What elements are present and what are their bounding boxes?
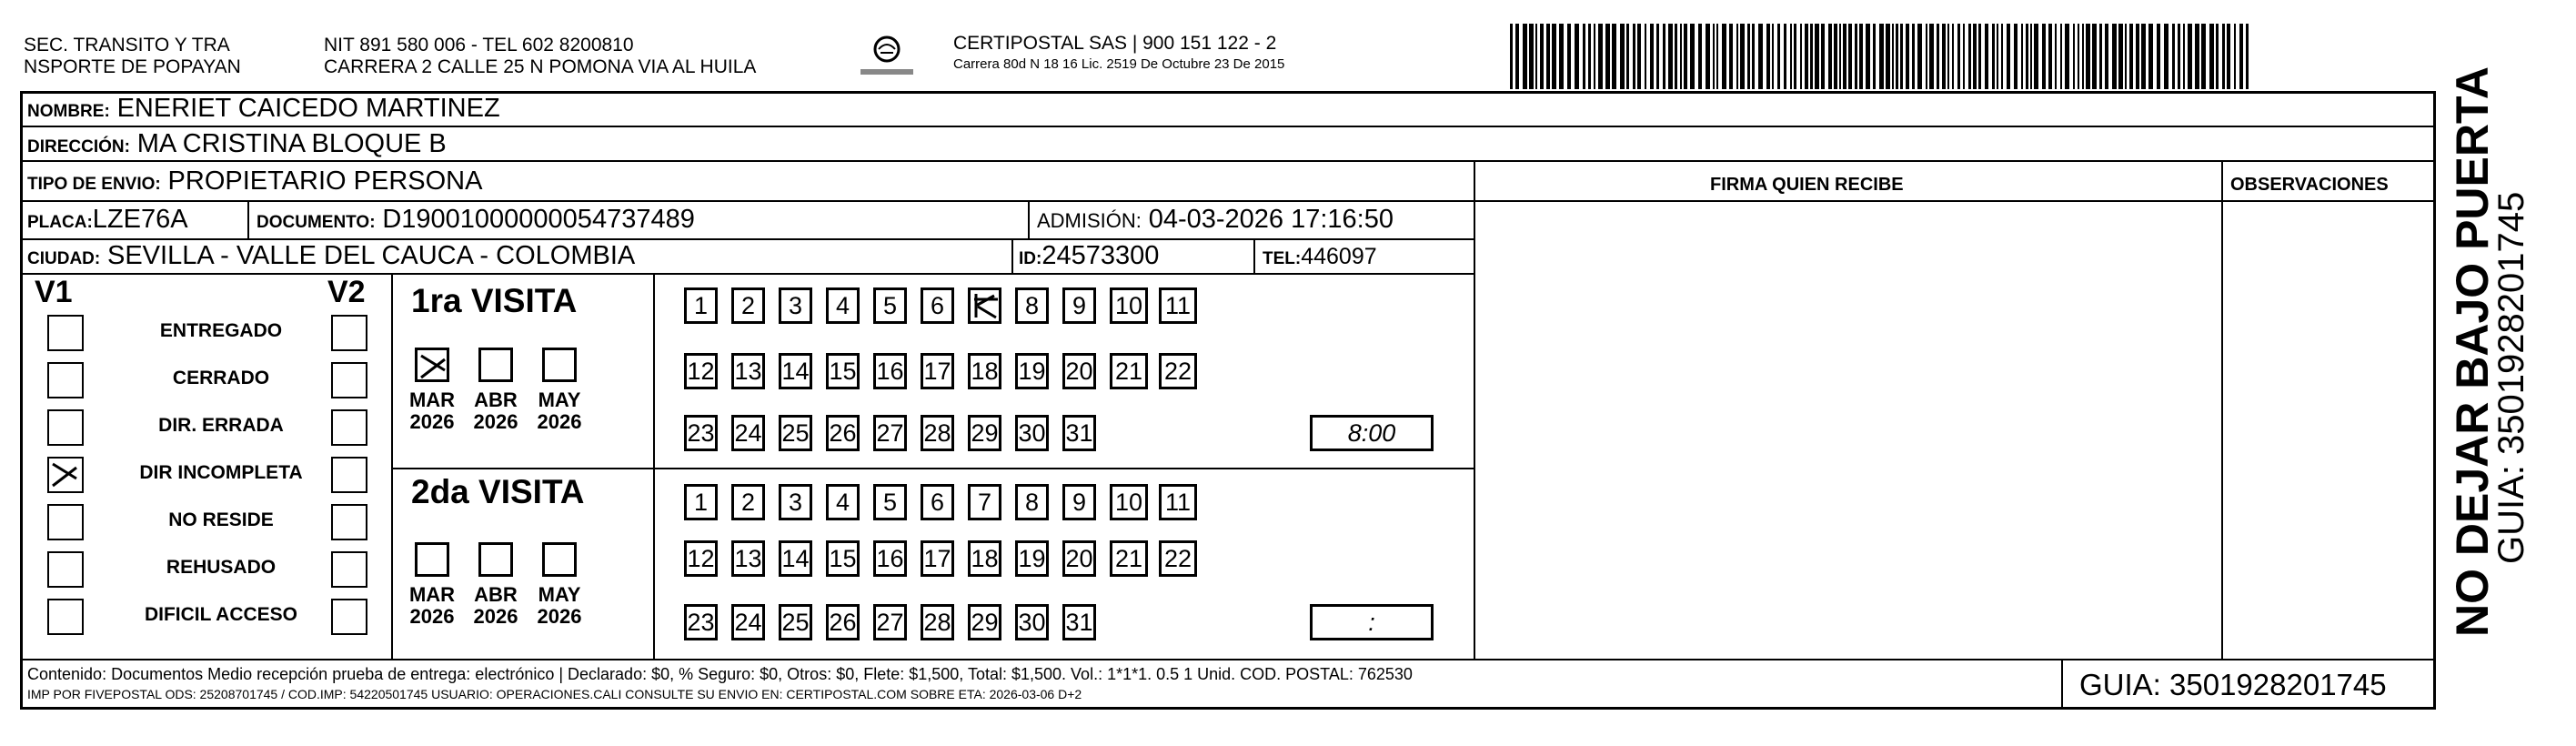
documento-value: D19001000000054737489 <box>382 205 695 234</box>
v1-checkbox[interactable] <box>47 551 84 588</box>
second-day-box[interactable]: 9 <box>1062 484 1096 520</box>
first-day-box[interactable]: 30 <box>1015 415 1049 451</box>
second-day-box[interactable]: 10 <box>1110 484 1148 520</box>
first-day-box[interactable]: 25 <box>779 415 812 451</box>
second-day-box[interactable]: 3 <box>779 484 812 520</box>
first-day-box[interactable]: 18 <box>968 353 1001 389</box>
id-value: 24573300 <box>1041 241 1160 270</box>
side-warning: NO DEJAR BAJO PUERTA <box>2447 66 2498 637</box>
second-day-box[interactable]: 19 <box>1015 540 1049 577</box>
tel-cell <box>1263 240 1377 275</box>
second-day-box[interactable]: 28 <box>921 604 954 640</box>
v2-checkbox[interactable] <box>331 409 367 446</box>
v1-checkbox[interactable] <box>47 599 84 635</box>
v1-checkbox[interactable] <box>47 504 84 540</box>
first-day-box[interactable]: 8 <box>1015 287 1049 324</box>
second-day-box[interactable]: 13 <box>731 540 765 577</box>
first-day-box[interactable]: 23 <box>684 415 718 451</box>
direccion-label: DIRECCIÓN: <box>27 137 130 156</box>
second-day-box[interactable]: 11 <box>1159 484 1197 520</box>
second-month-checkbox[interactable] <box>415 542 449 577</box>
v2-checkbox[interactable] <box>331 504 367 540</box>
status-label: DIFICIL ACCESO <box>144 604 297 625</box>
first-month-label: ABR 2026 <box>473 388 518 433</box>
company-logo <box>853 33 921 82</box>
tel-value: 446097 <box>1301 244 1377 269</box>
v2-checkbox[interactable] <box>331 599 367 635</box>
first-month-checkbox[interactable] <box>415 348 449 382</box>
nombre-value: ENERIET CAICEDO MARTINEZ <box>116 94 500 123</box>
footer-line1: Contenido: Documentos Medio recepción prueba de entrega: electrónico | Declarado: $0, % Seguro: $0, Otros: $0, Flete: $1,500, Total: $1,500. Vol.: 1*1*1. 0.5 1 Unid. COD. POSTAL: 762530 <box>27 665 1413 683</box>
second-day-box[interactable]: 6 <box>921 484 954 520</box>
v1-label: V1 <box>35 275 73 309</box>
license-line: Carrera 80d N 18 16 Lic. 2519 De Octubre 23 De 2015 <box>953 56 1285 72</box>
first-month-label: MAY 2026 <box>537 388 582 433</box>
first-day-box[interactable]: 27 <box>873 415 907 451</box>
second-day-box[interactable]: 26 <box>826 604 860 640</box>
second-month-label: MAY 2026 <box>537 583 582 628</box>
second-day-box[interactable]: 24 <box>731 604 765 640</box>
tel-label: TEL: <box>1263 249 1302 268</box>
v2-label: V2 <box>327 275 366 309</box>
nit-block <box>324 35 756 78</box>
second-day-box[interactable]: 27 <box>873 604 907 640</box>
first-day-box[interactable]: 28 <box>921 415 954 451</box>
id-label: ID: <box>1019 249 1042 268</box>
first-day-box[interactable]: 1 <box>684 287 718 324</box>
v2-checkbox[interactable] <box>331 551 367 588</box>
placa-cell <box>27 204 188 238</box>
first-day-box[interactable]: 26 <box>826 415 860 451</box>
company-block <box>953 33 1284 75</box>
first-day-box[interactable]: 12 <box>684 353 718 389</box>
first-day-box[interactable]: 9 <box>1062 287 1096 324</box>
second-day-box[interactable]: 17 <box>921 540 954 577</box>
ciudad-value: SEVILLA - VALLE DEL CAUCA - COLOMBIA <box>107 241 636 270</box>
second-month-checkbox[interactable] <box>542 542 577 577</box>
second-day-box[interactable]: 16 <box>873 540 907 577</box>
second-day-box[interactable]: 8 <box>1015 484 1049 520</box>
first-visit-title: 1ra VISITA <box>411 282 578 319</box>
second-day-box[interactable]: 20 <box>1062 540 1096 577</box>
first-day-box[interactable]: 14 <box>779 353 812 389</box>
second-day-box[interactable]: 21 <box>1110 540 1148 577</box>
placa-value: LZE76A <box>92 205 188 234</box>
v2-checkbox[interactable] <box>331 457 367 493</box>
nit-line: NIT 891 580 006 - TEL 602 8200810 <box>324 35 634 55</box>
admision-label: ADMISIÓN: <box>1037 209 1142 232</box>
placa-label: PLACA: <box>27 213 93 232</box>
second-day-box[interactable]: 29 <box>968 604 1001 640</box>
second-month-label: MAR 2026 <box>408 583 456 628</box>
first-day-box[interactable]: 31 <box>1062 415 1096 451</box>
first-day-box[interactable]: 13 <box>731 353 765 389</box>
second-day-box[interactable]: 14 <box>779 540 812 577</box>
first-day-box[interactable]: 17 <box>921 353 954 389</box>
ciudad-label: CIUDAD: <box>27 249 101 268</box>
direccion-value: MA CRISTINA BLOQUE B <box>136 129 447 158</box>
first-day-box[interactable] <box>968 287 1001 324</box>
second-day-box[interactable]: 7 <box>968 484 1001 520</box>
footer-line2: IMP POR FIVEPOSTAL ODS: 25208701745 / COD.IMP: 54220501745 USUARIO: OPERACIONES.CALI CONSULTE SU ENVIO EN: CERTIPOSTAL.COM SOBRE ETA: 2026-03-06 D+2 <box>27 687 1082 701</box>
status-label: REHUSADO <box>166 557 277 578</box>
sender-line2: NSPORTE DE POPAYAN <box>24 56 241 77</box>
direccion-row <box>27 128 447 163</box>
side-guia: GUIA: 3501928201745 <box>2491 191 2531 564</box>
first-month-checkbox[interactable] <box>542 348 577 382</box>
first-day-box[interactable]: 29 <box>968 415 1001 451</box>
firma-label: FIRMA QUIEN RECIBE <box>1710 175 1904 195</box>
first-month-label: MAR 2026 <box>408 388 456 433</box>
second-day-box[interactable]: 15 <box>826 540 860 577</box>
second-time-box[interactable]: : <box>1310 604 1434 640</box>
first-day-box[interactable]: 4 <box>826 287 860 324</box>
second-day-box[interactable]: 31 <box>1062 604 1096 640</box>
first-day-box[interactable]: 6 <box>921 287 954 324</box>
second-day-box[interactable]: 30 <box>1015 604 1049 640</box>
first-day-box[interactable]: 21 <box>1110 353 1148 389</box>
ciudad-cell <box>27 240 635 275</box>
second-month-checkbox[interactable] <box>478 542 513 577</box>
footer-content <box>27 664 1413 704</box>
tipo-row <box>27 166 482 200</box>
status-label: DIR INCOMPLETA <box>139 462 303 483</box>
v1-checkbox[interactable] <box>47 315 84 351</box>
first-day-box[interactable]: 20 <box>1062 353 1096 389</box>
second-month-label: ABR 2026 <box>473 583 518 628</box>
first-day-box[interactable]: 22 <box>1159 353 1197 389</box>
second-day-box[interactable]: 18 <box>968 540 1001 577</box>
first-day-box[interactable]: 16 <box>873 353 907 389</box>
first-day-box[interactable]: 2 <box>731 287 765 324</box>
tipo-label: TIPO DE ENVIO: <box>27 175 161 194</box>
first-day-box[interactable]: 15 <box>826 353 860 389</box>
status-label: NO RESIDE <box>168 509 274 530</box>
admision-value: 04-03-2026 17:16:50 <box>1148 205 1394 234</box>
first-day-box[interactable]: 10 <box>1110 287 1148 324</box>
v2-checkbox[interactable] <box>331 315 367 351</box>
first-month-checkbox[interactable] <box>478 348 513 382</box>
v2-checkbox[interactable] <box>331 362 367 398</box>
status-label: CERRADO <box>172 368 270 388</box>
company-line: CERTIPOSTAL SAS | 900 151 122 - 2 <box>953 33 1277 54</box>
status-label: ENTREGADO <box>159 320 283 341</box>
nombre-label: NOMBRE: <box>27 102 110 121</box>
first-day-box[interactable]: 24 <box>731 415 765 451</box>
v1-checkbox[interactable] <box>47 457 84 493</box>
second-day-box[interactable]: 4 <box>826 484 860 520</box>
second-day-box[interactable]: 1 <box>684 484 718 520</box>
footer-guia: GUIA: 3501928201745 <box>2079 668 2387 701</box>
status-label: DIR. ERRADA <box>158 415 284 436</box>
first-day-box[interactable]: 19 <box>1015 353 1049 389</box>
observaciones-label: OBSERVACIONES <box>2230 175 2389 195</box>
sender-block <box>24 35 241 78</box>
v1-checkbox[interactable] <box>47 409 84 446</box>
second-day-box[interactable]: 23 <box>684 604 718 640</box>
first-time-box[interactable]: 8:00 <box>1310 415 1434 451</box>
id-cell <box>1019 240 1159 275</box>
v1-checkbox[interactable] <box>47 362 84 398</box>
nombre-row <box>27 93 500 127</box>
documento-label: DOCUMENTO: <box>257 213 376 232</box>
barcode <box>1510 24 2252 89</box>
admision-cell <box>1037 204 1394 237</box>
first-day-box[interactable]: 5 <box>873 287 907 324</box>
second-day-box[interactable]: 25 <box>779 604 812 640</box>
sender-line1: SEC. TRANSITO Y TRA <box>24 35 230 55</box>
address-line: CARRERA 2 CALLE 25 N POMONA VIA AL HUILA <box>324 56 757 77</box>
first-day-box[interactable]: 11 <box>1159 287 1197 324</box>
second-day-box[interactable]: 12 <box>684 540 718 577</box>
second-day-box[interactable]: 22 <box>1159 540 1197 577</box>
second-day-box[interactable]: 5 <box>873 484 907 520</box>
documento-cell <box>257 204 695 238</box>
first-day-box[interactable]: 3 <box>779 287 812 324</box>
tipo-value: PROPIETARIO PERSONA <box>167 166 483 196</box>
second-day-box[interactable]: 2 <box>731 484 765 520</box>
second-visit-title: 2da VISITA <box>411 473 585 510</box>
